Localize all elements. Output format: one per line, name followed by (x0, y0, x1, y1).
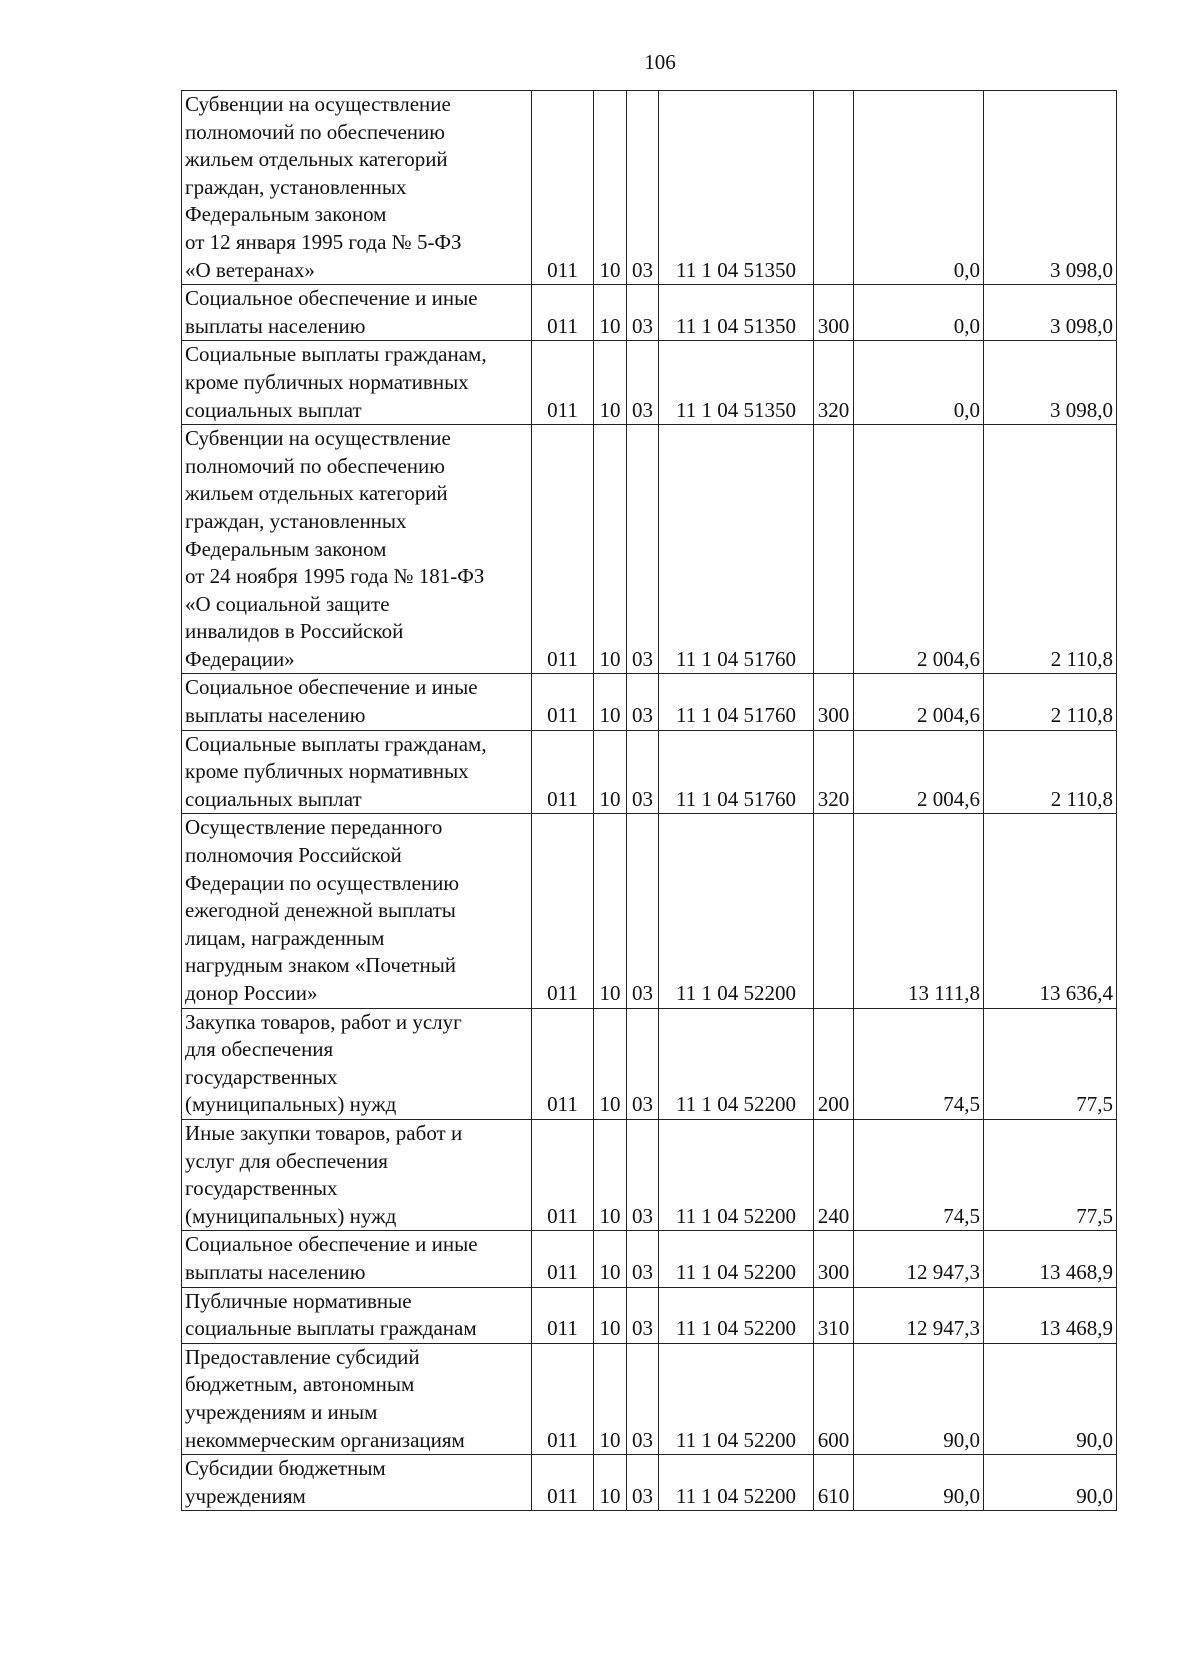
row-name-cell: Социальное обеспечение и иные выплаты населению (182, 285, 532, 341)
ministry-code-cell: 011 (532, 1287, 594, 1343)
section-code-cell: 10 (594, 91, 627, 285)
subsection-code-cell: 03 (627, 91, 659, 285)
amount-year-2-cell: 77,5 (984, 1119, 1117, 1230)
section-code-cell: 10 (594, 1008, 627, 1119)
table-row (182, 1231, 1117, 1287)
ministry-code-cell: 011 (532, 285, 594, 341)
target-article-cell: 11 1 04 51760 (659, 674, 814, 730)
section-code-cell: 10 (594, 814, 627, 1008)
table-row (182, 1287, 1117, 1343)
ministry-code-cell: 011 (532, 341, 594, 425)
expense-type-cell: 200 (814, 1008, 854, 1119)
amount-year-2-cell: 2 110,8 (984, 425, 1117, 674)
page-number: 106 (644, 50, 676, 74)
expense-type-cell: 600 (814, 1343, 854, 1454)
subsection-code-cell: 03 (627, 341, 659, 425)
expense-type-cell: 610 (814, 1455, 854, 1511)
ministry-code-cell: 011 (532, 814, 594, 1008)
target-article-cell: 11 1 04 52200 (659, 814, 814, 1008)
target-article-cell: 11 1 04 51760 (659, 425, 814, 674)
table-row (182, 425, 1117, 674)
subsection-code-cell: 03 (627, 285, 659, 341)
ministry-code-cell: 011 (532, 730, 594, 814)
amount-year-1-cell: 2 004,6 (854, 674, 984, 730)
section-code-cell: 10 (594, 1287, 627, 1343)
ministry-code-cell: 011 (532, 1343, 594, 1454)
amount-year-2-cell: 2 110,8 (984, 674, 1117, 730)
amount-year-1-cell: 2 004,6 (854, 425, 984, 674)
target-article-cell: 11 1 04 51350 (659, 341, 814, 425)
expense-type-cell: 320 (814, 730, 854, 814)
budget-table (181, 90, 1117, 1511)
amount-year-2-cell: 90,0 (984, 1455, 1117, 1511)
table-row (182, 1455, 1117, 1511)
amount-year-1-cell: 12 947,3 (854, 1287, 984, 1343)
ministry-code-cell: 011 (532, 674, 594, 730)
section-code-cell: 10 (594, 285, 627, 341)
subsection-code-cell: 03 (627, 1231, 659, 1287)
row-name-cell: Социальные выплаты гражданам, кроме публичных нормативных социальных выплат (182, 341, 532, 425)
row-name-cell: Иные закупки товаров, работ и услуг для обеспечения государственных (муниципальных) нужд (182, 1119, 532, 1230)
section-code-cell: 10 (594, 1343, 627, 1454)
expense-type-cell: 300 (814, 285, 854, 341)
amount-year-2-cell: 13 468,9 (984, 1287, 1117, 1343)
amount-year-1-cell: 74,5 (854, 1119, 984, 1230)
row-name-cell: Субвенции на осуществление полномочий по обеспечению жильем отдельных категорий граждан, установленных Федеральным законом от 12 января 1995 года № 5-ФЗ «О ветеранах» (182, 91, 532, 285)
amount-year-1-cell: 90,0 (854, 1455, 984, 1511)
subsection-code-cell: 03 (627, 1008, 659, 1119)
subsection-code-cell: 03 (627, 1455, 659, 1511)
expense-type-cell: 240 (814, 1119, 854, 1230)
amount-year-2-cell: 13 636,4 (984, 814, 1117, 1008)
table-row (182, 674, 1117, 730)
expense-type-cell: 300 (814, 1231, 854, 1287)
section-code-cell: 10 (594, 730, 627, 814)
ministry-code-cell: 011 (532, 1455, 594, 1511)
target-article-cell: 11 1 04 52200 (659, 1008, 814, 1119)
subsection-code-cell: 03 (627, 1287, 659, 1343)
row-name-cell: Субсидии бюджетным учреждениям (182, 1455, 532, 1511)
table-row (182, 341, 1117, 425)
amount-year-2-cell: 77,5 (984, 1008, 1117, 1119)
row-name-cell: Субвенции на осуществление полномочий по обеспечению жильем отдельных категорий граждан, установленных Федеральным законом от 24 ноября 1995 года № 181-ФЗ «О социальной защите инвалидов в Российской Федерации» (182, 425, 532, 674)
expense-type-cell (814, 425, 854, 674)
amount-year-2-cell: 2 110,8 (984, 730, 1117, 814)
row-name-cell: Социальное обеспечение и иные выплаты населению (182, 674, 532, 730)
target-article-cell: 11 1 04 52200 (659, 1231, 814, 1287)
table-row (182, 1119, 1117, 1230)
ministry-code-cell: 011 (532, 1119, 594, 1230)
expense-type-cell (814, 814, 854, 1008)
subsection-code-cell: 03 (627, 814, 659, 1008)
section-code-cell: 10 (594, 1119, 627, 1230)
amount-year-1-cell: 90,0 (854, 1343, 984, 1454)
row-name-cell: Социальные выплаты гражданам, кроме публичных нормативных социальных выплат (182, 730, 532, 814)
row-name-cell: Осуществление переданного полномочия Российской Федерации по осуществлению ежегодной денежной выплаты лицам, награжденным нагрудным знаком «Почетный донор России» (182, 814, 532, 1008)
row-name-cell: Закупка товаров, работ и услуг для обеспечения государственных (муниципальных) нужд (182, 1008, 532, 1119)
amount-year-2-cell: 90,0 (984, 1343, 1117, 1454)
subsection-code-cell: 03 (627, 730, 659, 814)
amount-year-2-cell: 3 098,0 (984, 91, 1117, 285)
table-row (182, 1343, 1117, 1454)
amount-year-1-cell: 0,0 (854, 285, 984, 341)
amount-year-1-cell: 12 947,3 (854, 1231, 984, 1287)
target-article-cell: 11 1 04 52200 (659, 1287, 814, 1343)
amount-year-1-cell: 0,0 (854, 91, 984, 285)
subsection-code-cell: 03 (627, 1119, 659, 1230)
target-article-cell: 11 1 04 52200 (659, 1455, 814, 1511)
expense-type-cell: 320 (814, 341, 854, 425)
row-name-cell: Публичные нормативные социальные выплаты гражданам (182, 1287, 532, 1343)
target-article-cell: 11 1 04 51350 (659, 91, 814, 285)
section-code-cell: 10 (594, 341, 627, 425)
ministry-code-cell: 011 (532, 91, 594, 285)
section-code-cell: 10 (594, 674, 627, 730)
expense-type-cell (814, 91, 854, 285)
amount-year-2-cell: 3 098,0 (984, 285, 1117, 341)
row-name-cell: Социальное обеспечение и иные выплаты населению (182, 1231, 532, 1287)
target-article-cell: 11 1 04 52200 (659, 1343, 814, 1454)
target-article-cell: 11 1 04 51350 (659, 285, 814, 341)
amount-year-2-cell: 13 468,9 (984, 1231, 1117, 1287)
target-article-cell: 11 1 04 52200 (659, 1119, 814, 1230)
ministry-code-cell: 011 (532, 1008, 594, 1119)
table-row (182, 730, 1117, 814)
table-row (182, 814, 1117, 1008)
section-code-cell: 10 (594, 1231, 627, 1287)
expense-type-cell: 310 (814, 1287, 854, 1343)
ministry-code-cell: 011 (532, 425, 594, 674)
table-row (182, 1008, 1117, 1119)
subsection-code-cell: 03 (627, 674, 659, 730)
row-name-cell: Предоставление субсидий бюджетным, автономным учреждениям и иным некоммерческим организациям (182, 1343, 532, 1454)
expense-type-cell: 300 (814, 674, 854, 730)
section-code-cell: 10 (594, 1455, 627, 1511)
section-code-cell: 10 (594, 425, 627, 674)
amount-year-1-cell: 13 111,8 (854, 814, 984, 1008)
table-row (182, 91, 1117, 285)
target-article-cell: 11 1 04 51760 (659, 730, 814, 814)
subsection-code-cell: 03 (627, 1343, 659, 1454)
subsection-code-cell: 03 (627, 425, 659, 674)
amount-year-1-cell: 74,5 (854, 1008, 984, 1119)
ministry-code-cell: 011 (532, 1231, 594, 1287)
amount-year-1-cell: 0,0 (854, 341, 984, 425)
table-row (182, 285, 1117, 341)
amount-year-2-cell: 3 098,0 (984, 341, 1117, 425)
table-body (182, 91, 1117, 1511)
amount-year-1-cell: 2 004,6 (854, 730, 984, 814)
